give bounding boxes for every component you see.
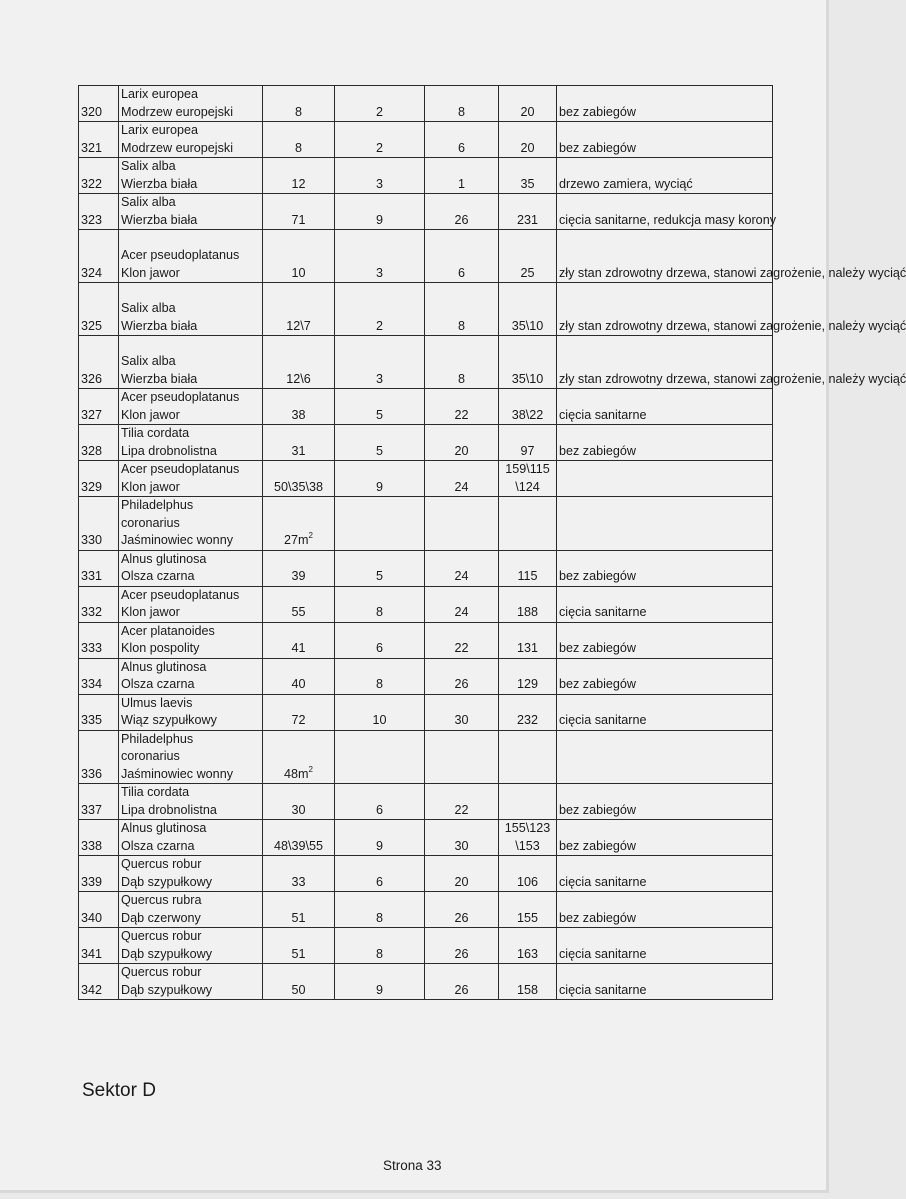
measurement-3-cell xyxy=(425,497,499,551)
table-row xyxy=(79,283,773,336)
species-cell xyxy=(119,856,263,892)
measurement-2-cell: 3 xyxy=(335,158,425,194)
table-row xyxy=(79,461,773,497)
species-cell xyxy=(119,550,263,586)
tree-number-cell: 328 xyxy=(79,425,119,461)
species-polish-name: Wierzba biała xyxy=(121,176,198,191)
species-cell xyxy=(119,461,263,497)
measurement-3-cell: 8 xyxy=(425,283,499,336)
measurement-4-cell: 188 xyxy=(499,586,557,622)
table-row xyxy=(79,158,773,194)
measurement-3-cell: 8 xyxy=(425,86,499,122)
species-cell xyxy=(119,283,263,336)
species-latin-name: Acer platanoides xyxy=(121,623,215,638)
measurement-3-cell: 26 xyxy=(425,892,499,928)
measurement-1-cell xyxy=(263,461,335,497)
species-polish-name: Olsza czarna xyxy=(121,838,195,853)
measurement-1-cell xyxy=(263,194,335,230)
measurement-2-cell: 2 xyxy=(335,283,425,336)
species-polish-name: Lipa drobnolistna xyxy=(121,802,217,817)
species-cell xyxy=(119,694,263,730)
measurement-1-value: 72 xyxy=(291,713,306,727)
species-latin-name: Salix alba xyxy=(121,159,176,173)
measurement-2-cell: 2 xyxy=(335,86,425,122)
measurement-4-cell: 131 xyxy=(499,622,557,658)
measurement-2-cell: 5 xyxy=(335,389,425,425)
measurement-3-cell: 24 xyxy=(425,550,499,586)
measurement-4-cell: 25 xyxy=(499,230,557,283)
table-row xyxy=(79,784,773,820)
recommendation-cell: zły stan zdrowotny drzewa, stanowi zagrożenie, należy wyciąć xyxy=(557,283,773,336)
species-polish-name: Klon jawor xyxy=(121,605,180,619)
measurement-4-cell: 106 xyxy=(499,856,557,892)
measurement-1-cell xyxy=(263,550,335,586)
measurement-1-cell xyxy=(263,784,335,820)
species-polish-name: Klon pospolity xyxy=(121,641,200,655)
species-cell xyxy=(119,730,263,784)
table-row xyxy=(79,856,773,892)
measurement-1-value: 50\35\38 xyxy=(273,479,324,494)
measurement-3-cell: 22 xyxy=(425,389,499,425)
measurement-2-cell: 8 xyxy=(335,928,425,964)
species-cell xyxy=(119,892,263,928)
measurement-4-cell: 155\123 \153 xyxy=(499,820,557,856)
measurement-1-value: 33 xyxy=(291,874,306,889)
measurement-1-value: 31 xyxy=(291,443,306,458)
measurement-3-cell: 26 xyxy=(425,964,499,1000)
tree-number-cell: 341 xyxy=(79,928,119,964)
species-latin-name: Tilia cordata xyxy=(121,426,190,440)
recommendation-cell: cięcia sanitarne xyxy=(557,928,773,964)
table-row xyxy=(79,230,773,283)
measurement-1-cell xyxy=(263,336,335,389)
recommendation-cell xyxy=(557,730,773,784)
species-latin-name: Tilia cordata xyxy=(121,785,190,799)
table-row xyxy=(79,964,773,1000)
species-cell xyxy=(119,622,263,658)
measurement-1-value: 41 xyxy=(291,641,306,655)
recommendation-cell: bez zabiegów xyxy=(557,550,773,586)
measurement-2-cell: 6 xyxy=(335,856,425,892)
species-cell xyxy=(119,230,263,283)
measurement-4-cell: 97 xyxy=(499,425,557,461)
table-row xyxy=(79,497,773,551)
measurement-1-cell xyxy=(263,730,335,784)
measurement-2-cell: 8 xyxy=(335,658,425,694)
measurement-2-cell: 3 xyxy=(335,230,425,283)
tree-number-cell: 323 xyxy=(79,194,119,230)
measurement-1-value: 8 xyxy=(294,140,302,155)
table-row xyxy=(79,820,773,856)
tree-number-cell: 335 xyxy=(79,694,119,730)
measurement-4-cell: 163 xyxy=(499,928,557,964)
measurement-1-cell xyxy=(263,964,335,1000)
measurement-3-cell: 30 xyxy=(425,694,499,730)
measurement-2-cell: 3 xyxy=(335,336,425,389)
measurement-3-cell: 6 xyxy=(425,122,499,158)
species-latin-name: Quercus robur xyxy=(121,857,202,871)
tree-number-cell: 332 xyxy=(79,586,119,622)
species-cell xyxy=(119,425,263,461)
measurement-2-cell: 10 xyxy=(335,694,425,730)
measurement-1-cell xyxy=(263,497,335,551)
measurement-2-cell: 9 xyxy=(335,461,425,497)
measurement-2-cell: 8 xyxy=(335,892,425,928)
species-polish-name: Modrzew europejski xyxy=(121,140,233,155)
table-row xyxy=(79,622,773,658)
measurement-1-cell xyxy=(263,658,335,694)
measurement-1-cell xyxy=(263,86,335,122)
species-latin-name: Quercus robur xyxy=(121,929,202,943)
measurement-3-cell: 8 xyxy=(425,336,499,389)
recommendation-cell: zły stan zdrowotny drzewa, stanowi zagrożenie, należy wyciąć xyxy=(557,336,773,389)
tree-number-cell: 327 xyxy=(79,389,119,425)
measurement-1-cell xyxy=(263,230,335,283)
recommendation-cell: bez zabiegów xyxy=(557,122,773,158)
measurement-1-cell xyxy=(263,122,335,158)
species-cell xyxy=(119,389,263,425)
species-latin-name: Quercus rubra xyxy=(121,893,202,907)
measurement-1-value: 51 xyxy=(291,910,306,925)
measurement-2-cell: 5 xyxy=(335,550,425,586)
measurement-2-cell: 6 xyxy=(335,622,425,658)
tree-number-cell: 340 xyxy=(79,892,119,928)
measurement-1-value: 27m xyxy=(284,533,309,547)
table-row xyxy=(79,586,773,622)
measurement-1-cell xyxy=(263,389,335,425)
species-cell xyxy=(119,194,263,230)
species-polish-name: Wiąz szypułkowy xyxy=(121,713,217,727)
measurement-1-value: 12\6 xyxy=(286,371,311,386)
section-heading: Sektor D xyxy=(82,1080,156,1101)
species-polish-name: Jaśminowiec wonny xyxy=(121,533,233,547)
measurement-4-cell: 35 xyxy=(499,158,557,194)
species-polish-name: Dąb szypułkowy xyxy=(121,982,212,997)
tree-number-cell: 339 xyxy=(79,856,119,892)
table-row xyxy=(79,336,773,389)
measurement-3-cell: 22 xyxy=(425,622,499,658)
measurement-1-cell xyxy=(263,283,335,336)
measurement-4-cell: 20 xyxy=(499,86,557,122)
measurement-1-value: 30 xyxy=(291,802,306,817)
measurement-3-cell: 30 xyxy=(425,820,499,856)
species-polish-name: Dąb szypułkowy xyxy=(121,946,212,961)
species-latin-name: Acer pseudoplatanus xyxy=(121,462,240,476)
measurement-4-cell xyxy=(499,497,557,551)
species-polish-name: Dąb czerwony xyxy=(121,910,201,925)
species-polish-name: Wierzba biała xyxy=(121,371,198,386)
species-polish-name: Dąb szypułkowy xyxy=(121,874,212,889)
recommendation-cell: zły stan zdrowotny drzewa, stanowi zagrożenie, należy wyciąć xyxy=(557,230,773,283)
measurement-4-cell: 232 xyxy=(499,694,557,730)
species-latin-name: Acer pseudoplatanus xyxy=(121,587,240,602)
measurement-2-cell: 2 xyxy=(335,122,425,158)
recommendation-cell: bez zabiegów xyxy=(557,622,773,658)
species-polish-name: Wierzba biała xyxy=(121,212,198,227)
species-cell xyxy=(119,928,263,964)
measurement-4-cell: 158 xyxy=(499,964,557,1000)
measurement-2-cell xyxy=(335,497,425,551)
tree-number-cell: 338 xyxy=(79,820,119,856)
measurement-3-cell: 26 xyxy=(425,658,499,694)
measurement-3-cell: 1 xyxy=(425,158,499,194)
recommendation-cell: bez zabiegów xyxy=(557,658,773,694)
species-latin-name: Acer pseudoplatanus xyxy=(121,248,240,262)
measurement-4-cell: 159\115 \124 xyxy=(499,461,557,497)
recommendation-cell: bez zabiegów xyxy=(557,784,773,820)
tree-number-cell: 331 xyxy=(79,550,119,586)
tree-number-cell: 324 xyxy=(79,230,119,283)
species-cell xyxy=(119,336,263,389)
recommendation-cell: cięcia sanitarne xyxy=(557,964,773,1000)
measurement-1-value: 51 xyxy=(291,946,306,961)
species-cell xyxy=(119,122,263,158)
measurement-3-cell xyxy=(425,730,499,784)
species-cell xyxy=(119,964,263,1000)
tree-inventory-table xyxy=(78,85,906,1000)
species-polish-name: Klon jawor xyxy=(121,479,180,494)
page-footer: Strona 33 xyxy=(383,1158,442,1173)
measurement-1-cell xyxy=(263,158,335,194)
species-latin-name: Quercus robur xyxy=(121,965,202,979)
measurement-1-value: 38 xyxy=(291,407,306,422)
table-row xyxy=(79,730,773,784)
measurement-2-cell: 5 xyxy=(335,425,425,461)
tree-number-cell: 322 xyxy=(79,158,119,194)
tree-number-cell: 336 xyxy=(79,730,119,784)
measurement-3-cell: 26 xyxy=(425,928,499,964)
measurement-2-cell: 6 xyxy=(335,784,425,820)
species-latin-name: Alnus glutinosa xyxy=(121,821,207,835)
measurement-4-cell xyxy=(499,784,557,820)
species-latin-name: Ulmus laevis xyxy=(121,695,193,710)
species-polish-name: Klon jawor xyxy=(121,265,180,280)
table-row xyxy=(79,694,773,730)
measurement-1-value: 55 xyxy=(291,605,306,619)
measurement-3-cell: 20 xyxy=(425,425,499,461)
measurement-1-value: 12\7 xyxy=(286,318,311,333)
measurement-3-cell: 26 xyxy=(425,194,499,230)
recommendation-cell: bez zabiegów xyxy=(557,820,773,856)
measurement-1-cell xyxy=(263,856,335,892)
recommendation-cell xyxy=(557,497,773,551)
tree-number-cell: 325 xyxy=(79,283,119,336)
measurement-1-value: 50 xyxy=(291,982,306,997)
table-row xyxy=(79,194,773,230)
species-latin-name: Salix alba xyxy=(121,195,176,209)
measurement-4-cell: 20 xyxy=(499,122,557,158)
species-cell xyxy=(119,158,263,194)
species-latin-name: Larix europea xyxy=(121,87,199,101)
tree-number-cell: 334 xyxy=(79,658,119,694)
species-polish-name: Wierzba biała xyxy=(121,318,198,333)
tree-number-cell: 329 xyxy=(79,461,119,497)
species-polish-name: Modrzew europejski xyxy=(121,104,233,119)
species-cell xyxy=(119,586,263,622)
tree-number-cell: 342 xyxy=(79,964,119,1000)
recommendation-cell: bez zabiegów xyxy=(557,892,773,928)
species-cell xyxy=(119,497,263,551)
measurement-4-cell xyxy=(499,730,557,784)
recommendation-cell: cięcia sanitarne xyxy=(557,694,773,730)
species-cell xyxy=(119,820,263,856)
species-latin-name: Alnus glutinosa xyxy=(121,551,207,566)
measurement-1-cell xyxy=(263,820,335,856)
measurement-4-cell: 35\10 xyxy=(499,336,557,389)
table-row xyxy=(79,892,773,928)
measurement-4-cell: 38\22 xyxy=(499,389,557,425)
species-cell xyxy=(119,86,263,122)
measurement-3-cell: 20 xyxy=(425,856,499,892)
measurement-1-cell xyxy=(263,425,335,461)
recommendation-cell: cięcia sanitarne xyxy=(557,586,773,622)
measurement-4-cell: 115 xyxy=(499,550,557,586)
table-row xyxy=(79,425,773,461)
recommendation-cell: cięcia sanitarne xyxy=(557,856,773,892)
recommendation-cell: bez zabiegów xyxy=(557,86,773,122)
species-latin-name: Salix alba xyxy=(121,301,176,315)
species-latin-name: Salix alba xyxy=(121,354,176,368)
tree-number-cell: 326 xyxy=(79,336,119,389)
tree-number-cell: 320 xyxy=(79,86,119,122)
measurement-1-cell xyxy=(263,622,335,658)
measurement-3-cell: 24 xyxy=(425,461,499,497)
recommendation-cell: drzewo zamiera, wyciąć xyxy=(557,158,773,194)
measurement-1-cell xyxy=(263,694,335,730)
species-polish-name: Klon jawor xyxy=(121,407,180,422)
species-latin-name: Larix europea xyxy=(121,123,199,137)
table-row xyxy=(79,928,773,964)
measurement-3-cell: 24 xyxy=(425,586,499,622)
measurement-1-value: 48m xyxy=(284,766,309,781)
measurement-4-cell: 231 xyxy=(499,194,557,230)
measurement-2-cell: 9 xyxy=(335,194,425,230)
tree-number-cell: 330 xyxy=(79,497,119,551)
measurement-2-cell: 9 xyxy=(335,964,425,1000)
table-body xyxy=(79,86,906,1000)
measurement-1-value: 48\39\55 xyxy=(273,838,324,853)
measurement-4-cell: 155 xyxy=(499,892,557,928)
species-polish-name: Lipa drobnolistna xyxy=(121,443,217,458)
superscript: 2 xyxy=(308,764,313,774)
recommendation-cell: bez zabiegów xyxy=(557,425,773,461)
species-cell xyxy=(119,658,263,694)
table-row xyxy=(79,122,773,158)
measurement-1-value: 12 xyxy=(291,176,306,191)
species-latin-name: Philadelphus coronarius xyxy=(121,498,194,530)
measurement-2-cell: 8 xyxy=(335,586,425,622)
species-polish-name: Jaśminowiec wonny xyxy=(121,766,233,781)
superscript: 2 xyxy=(308,531,313,540)
measurement-1-cell xyxy=(263,892,335,928)
measurement-1-value: 39 xyxy=(291,569,306,583)
tree-number-cell: 333 xyxy=(79,622,119,658)
recommendation-cell: cięcia sanitarne, redukcja masy korony xyxy=(557,194,773,230)
measurement-2-cell: 9 xyxy=(335,820,425,856)
recommendation-cell: cięcia sanitarne xyxy=(557,389,773,425)
measurement-1-value: 8 xyxy=(294,104,302,119)
species-polish-name: Olsza czarna xyxy=(121,677,195,691)
table-row xyxy=(79,86,773,122)
measurement-3-cell: 22 xyxy=(425,784,499,820)
measurement-3-cell: 6 xyxy=(425,230,499,283)
measurement-1-value: 40 xyxy=(291,677,306,691)
tree-number-cell: 337 xyxy=(79,784,119,820)
measurement-1-cell xyxy=(263,586,335,622)
measurement-2-cell xyxy=(335,730,425,784)
measurement-1-value: 10 xyxy=(291,265,306,280)
recommendation-cell xyxy=(557,461,773,497)
species-latin-name: Acer pseudoplatanus xyxy=(121,390,240,404)
measurement-4-cell: 129 xyxy=(499,658,557,694)
measurement-1-value: 71 xyxy=(291,212,306,227)
tree-number-cell: 321 xyxy=(79,122,119,158)
measurement-4-cell: 35\10 xyxy=(499,283,557,336)
species-latin-name: Philadelphus coronarius xyxy=(121,731,194,763)
species-cell xyxy=(119,784,263,820)
measurement-1-cell xyxy=(263,928,335,964)
species-latin-name: Alnus glutinosa xyxy=(121,659,207,674)
table-row xyxy=(79,550,773,586)
table-row xyxy=(79,389,773,425)
species-polish-name: Olsza czarna xyxy=(121,569,195,583)
table-row xyxy=(79,658,773,694)
